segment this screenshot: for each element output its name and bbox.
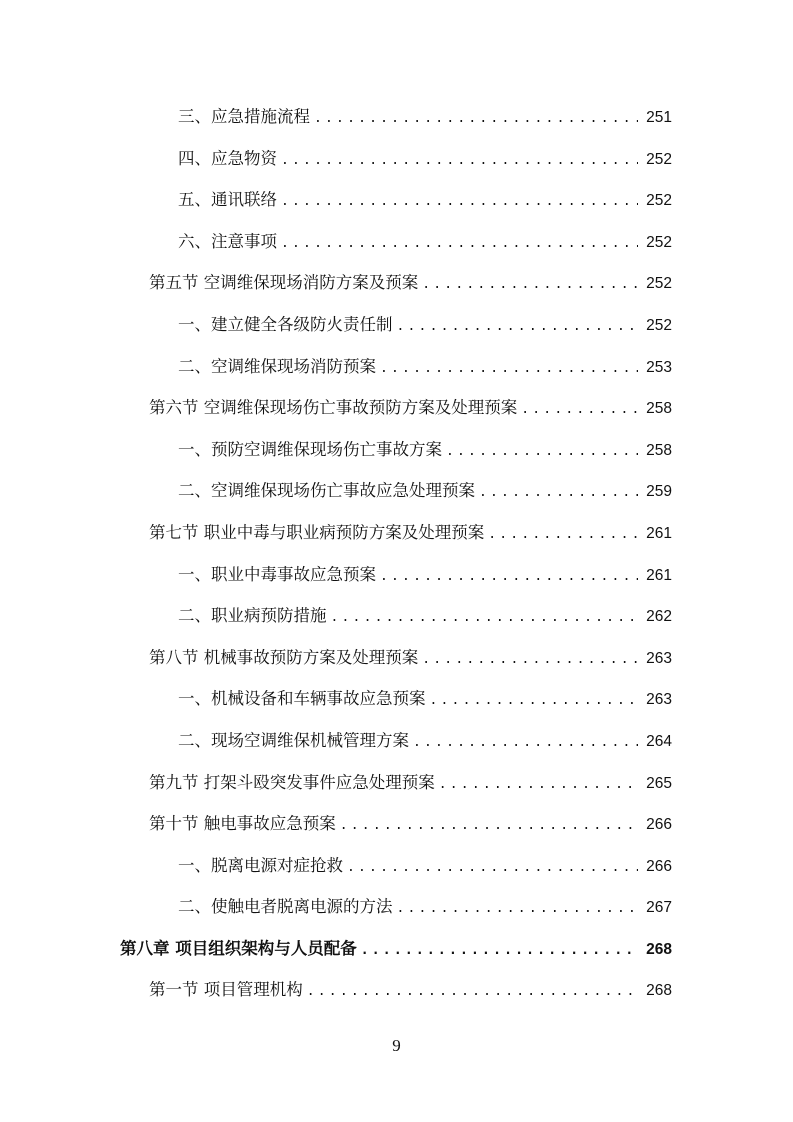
- toc-entry-title: 二、现场空调维保机械管理方案: [178, 730, 409, 750]
- toc-dot-leader: [422, 264, 638, 306]
- toc-entry[interactable]: [0, 179, 793, 221]
- toc-entry-page: 263: [646, 691, 672, 709]
- toc-entry-page: 252: [646, 316, 672, 334]
- toc-entry-page: 262: [646, 608, 672, 626]
- toc-dot-leader: [331, 597, 639, 639]
- toc-entry-page: 268: [646, 982, 672, 1000]
- toc-entry-page: 258: [646, 400, 672, 418]
- toc-dot-leader: [314, 98, 638, 140]
- page-number: 9: [392, 1036, 401, 1055]
- toc-entry[interactable]: [0, 512, 793, 554]
- toc-entry-title: 二、空调维保现场伤亡事故应急处理预案: [178, 481, 475, 501]
- toc-entry-page: 268: [646, 940, 672, 958]
- toc-entry-title: 第九节 打架斗殴突发事件应急处理预案: [149, 772, 435, 792]
- toc-entry-page: 252: [646, 192, 672, 210]
- toc-entry[interactable]: [0, 845, 793, 887]
- toc-entry-title: 第五节 空调维保现场消防方案及预案: [149, 273, 419, 293]
- toc-entry-title: 二、职业病预防措施: [178, 606, 327, 626]
- toc-dot-leader: [347, 847, 638, 889]
- toc-dot-leader: [397, 888, 639, 930]
- toc-entry[interactable]: [0, 803, 793, 845]
- toc-dot-leader: [521, 389, 638, 431]
- toc-entry-title: 六、注意事项: [178, 231, 277, 251]
- toc-entry[interactable]: [0, 969, 793, 1011]
- toc-entry-title: 第六节 空调维保现场伤亡事故预防方案及处理预案: [149, 398, 518, 418]
- table-of-contents: [0, 96, 793, 1011]
- toc-entry[interactable]: [0, 429, 793, 471]
- toc-entry-page: 259: [646, 483, 672, 501]
- toc-dot-leader: [446, 431, 638, 473]
- toc-entry[interactable]: [0, 262, 793, 304]
- toc-entry-title: 第一节 项目管理机构: [149, 980, 303, 1000]
- toc-entry[interactable]: [0, 387, 793, 429]
- toc-dot-leader: [281, 181, 638, 223]
- toc-entry-title: 四、应急物资: [178, 148, 277, 168]
- toc-entry-page: 265: [646, 774, 672, 792]
- toc-dot-leader: [439, 764, 638, 806]
- toc-entry[interactable]: [0, 221, 793, 263]
- toc-dot-leader: [361, 930, 638, 972]
- toc-entry[interactable]: [0, 637, 793, 679]
- toc-dot-leader: [380, 348, 638, 390]
- toc-entry[interactable]: [0, 678, 793, 720]
- toc-entry-title: 一、职业中毒事故应急预案: [178, 564, 376, 584]
- toc-entry-title: 第十节 触电事故应急预案: [149, 814, 336, 834]
- toc-entry-title: 二、空调维保现场消防预案: [178, 356, 376, 376]
- toc-dot-leader: [488, 514, 638, 556]
- toc-entry-title: 五、通讯联络: [178, 190, 277, 210]
- toc-entry-page: 258: [646, 441, 672, 459]
- toc-entry[interactable]: [0, 470, 793, 512]
- toc-entry-page: 251: [646, 109, 672, 126]
- toc-entry[interactable]: [0, 304, 793, 346]
- toc-entry-title: 一、建立健全各级防火责任制: [178, 314, 393, 334]
- toc-entry[interactable]: [0, 346, 793, 388]
- toc-entry-title: 一、预防空调维保现场伤亡事故方案: [178, 439, 442, 459]
- toc-entry[interactable]: [0, 886, 793, 928]
- toc-entry-page: 266: [646, 816, 672, 834]
- toc-dot-leader: [479, 472, 638, 514]
- toc-entry-title: 一、脱离电源对症抢救: [178, 855, 343, 875]
- toc-entry-page: 253: [646, 358, 672, 376]
- toc-entry-page: 263: [646, 649, 672, 667]
- toc-entry-page: 266: [646, 857, 672, 875]
- toc-dot-leader: [281, 223, 638, 265]
- toc-entry-page: 267: [646, 899, 672, 917]
- toc-entry-title: 二、使触电者脱离电源的方法: [178, 897, 393, 917]
- toc-dot-leader: [307, 971, 638, 1013]
- toc-entry-page: 252: [646, 233, 672, 251]
- toc-entry-page: 264: [646, 732, 672, 750]
- toc-entry-page: 261: [646, 524, 672, 542]
- toc-dot-leader: [430, 680, 639, 722]
- toc-dot-leader: [397, 306, 639, 348]
- toc-entry-title: 三、应急措施流程: [178, 107, 310, 126]
- toc-chapter-entry[interactable]: [0, 928, 793, 970]
- toc-entry-title: 一、机械设备和车辆事故应急预案: [178, 689, 426, 709]
- toc-entry[interactable]: [0, 762, 793, 804]
- toc-dot-leader: [281, 140, 638, 182]
- toc-dot-leader: [422, 639, 638, 681]
- toc-entry[interactable]: [0, 595, 793, 637]
- toc-entry[interactable]: [0, 554, 793, 596]
- toc-entry[interactable]: [0, 96, 793, 138]
- toc-entry-page: 261: [646, 566, 672, 584]
- toc-entry-title: 第七节 职业中毒与职业病预防方案及处理预案: [149, 522, 485, 542]
- toc-entry-title: 第八章 项目组织架构与人员配备: [120, 938, 357, 958]
- toc-dot-leader: [380, 556, 638, 598]
- toc-entry-title: 第八节 机械事故预防方案及处理预案: [149, 647, 419, 667]
- toc-dot-leader: [340, 805, 638, 847]
- toc-dot-leader: [413, 722, 638, 764]
- toc-entry-page: 252: [646, 275, 672, 293]
- toc-entry-page: 252: [646, 150, 672, 168]
- toc-entry[interactable]: [0, 138, 793, 180]
- toc-entry[interactable]: [0, 720, 793, 762]
